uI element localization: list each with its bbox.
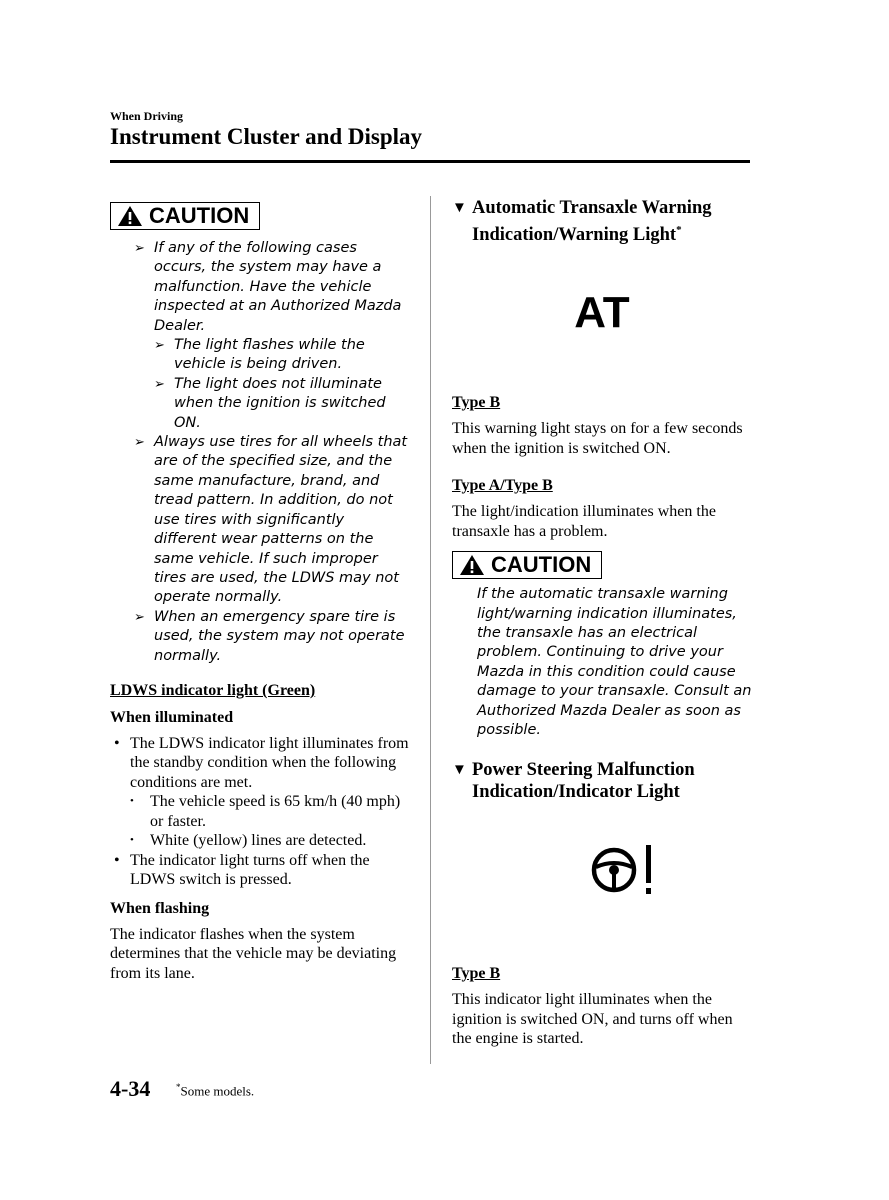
down-triangle-icon: ▼	[452, 762, 467, 779]
caution-item	[134, 433, 410, 608]
heading-line: Automatic Transaxle Warning	[472, 198, 712, 218]
footnote-text: Some models.	[180, 1083, 255, 1099]
column-divider	[430, 196, 431, 1064]
caution-item-text: If any of the following cases occurs, the system may have a malfunction. Have the vehicle inspected at an Authorized Mazda Dealer.	[154, 240, 402, 334]
heading-line: Power Steering Malfunction	[472, 760, 695, 781]
warning-triangle-icon	[117, 205, 143, 227]
heading-line: Indication/Warning Light	[472, 224, 677, 245]
when-flashing-heading: When flashing	[110, 899, 210, 917]
caution-label: CAUTION	[149, 203, 250, 228]
section-label: When Driving	[110, 109, 184, 123]
caution-subitem-text: The light flashes while the vehicle is being driven.	[174, 337, 365, 373]
arrow-bullet-icon: ➢	[134, 241, 145, 256]
page-title: Instrument Cluster and Display	[110, 124, 423, 149]
bullet-dot: •	[114, 851, 120, 869]
type-ab-text: The light/indication illuminates when the transaxle has a problem.	[452, 503, 716, 540]
at-warning-icon: AT	[574, 288, 630, 338]
title-rule	[110, 160, 750, 163]
arrow-bullet-icon: ➢	[134, 609, 145, 625]
page-number: 4-34	[110, 1076, 151, 1101]
when-illuminated-heading: When illuminated	[110, 708, 234, 726]
ps-type-b-text: This indicator light illuminates when the ignition is switched ON, and turns off when the engine is started.	[452, 991, 733, 1048]
right-column	[452, 198, 752, 1049]
list-subitem	[110, 792, 410, 831]
illuminated-list	[110, 734, 410, 890]
type-b-label: Type B	[452, 394, 501, 412]
list-item-text: The LDWS indicator light illuminates from the standby condition when the following conditions are met.	[130, 734, 409, 791]
left-column	[110, 202, 410, 983]
heading-line: Indication/Indicator Light	[472, 781, 680, 802]
arrow-bullet-icon: ➢	[154, 338, 165, 354]
list-item-text: The indicator light turns off when the LDWS switch is pressed.	[130, 851, 370, 889]
list-subitem-text: White (yellow) lines are detected.	[150, 832, 367, 850]
down-triangle-icon: ▼	[452, 200, 467, 216]
caution-item	[134, 608, 410, 666]
bullet-dot: •	[114, 734, 120, 752]
arrow-bullet-icon: ➢	[154, 376, 165, 392]
caution-subitem-text: The light does not illuminate when the ignition is switched ON.	[174, 375, 386, 431]
list-subitem	[110, 831, 410, 851]
flashing-text: The indicator flashes when the system determines that the vehicle may be deviating from its lane.	[110, 925, 397, 982]
power-steering-heading	[452, 760, 752, 803]
caution-item	[134, 239, 410, 336]
caution-item-text: Always use tires for all wheels that are of the specified size, and the same manufacture, brand, and tread pattern. In addition, do not use tires with significantly different wear patterns on the same vehicle. If such improper tires are used, the LDWS may not operate normally.	[154, 434, 408, 606]
bullet-dot: •	[130, 795, 134, 808]
type-b-text: This warning light stays on for a few seconds when the ignition is switched ON.	[452, 420, 743, 457]
caution-item-text: When an emergency spare tire is used, the system may not operate normally.	[154, 608, 405, 664]
caution-subitem	[134, 375, 410, 433]
ps-type-b-label: Type B	[452, 965, 501, 983]
warning-triangle-icon	[459, 554, 485, 576]
caution-label: CAUTION	[491, 552, 592, 578]
power-steering-icon-wrap	[452, 837, 752, 957]
list-item	[110, 734, 410, 793]
caution-list	[134, 239, 410, 666]
at-warning-heading	[452, 198, 752, 246]
caution-box	[452, 551, 602, 579]
ldws-heading: LDWS indicator light (Green)	[110, 681, 316, 699]
list-item	[110, 851, 410, 890]
power-steering-warning-icon	[584, 837, 664, 903]
caution-box	[110, 202, 260, 230]
caution-subitem	[134, 336, 410, 375]
list-subitem-text: The vehicle speed is 65 km/h (40 mph) or faster.	[150, 793, 401, 830]
type-ab-label: Type A/Type B	[452, 477, 553, 495]
footnote-mark: *	[176, 1082, 181, 1092]
footnote	[176, 1082, 254, 1099]
at-caution-text: If the automatic transaxle warning light/warning indication illuminates, the transaxle has an electrical problem. Continuing to drive your Mazda in this condition could cause damage to your transaxle. Consult an Authorized Mazda Dealer as soon as possible.	[477, 586, 752, 738]
arrow-bullet-icon: ➢	[134, 435, 145, 451]
asterisk: *	[676, 223, 682, 236]
bullet-dot: •	[130, 834, 134, 847]
